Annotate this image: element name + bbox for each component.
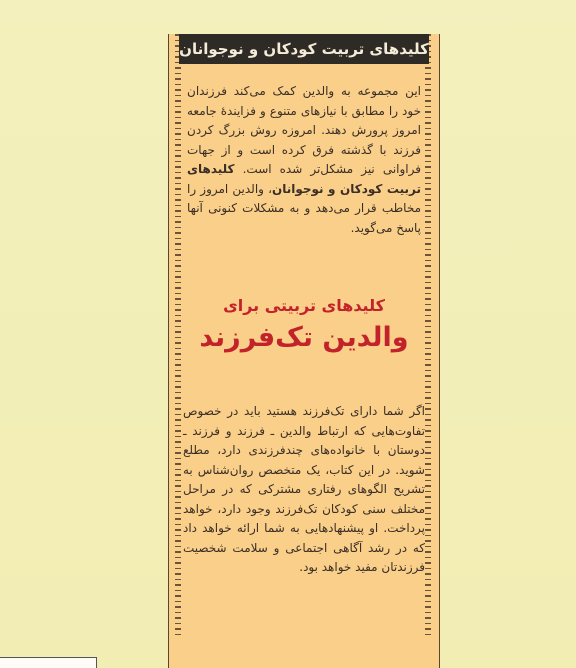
border-tick (175, 78, 181, 80)
border-tick (175, 375, 181, 377)
border-tick (425, 128, 431, 130)
border-tick (425, 238, 431, 240)
border-tick (425, 287, 431, 289)
border-tick (175, 221, 181, 223)
border-tick (175, 590, 181, 592)
border-tick (175, 568, 181, 570)
border-tick (175, 513, 181, 515)
border-tick (425, 166, 431, 168)
border-tick (175, 150, 181, 152)
border-tick (425, 392, 431, 394)
border-tick (175, 227, 181, 229)
border-tick (175, 496, 181, 498)
border-tick (175, 287, 181, 289)
border-tick (425, 491, 431, 493)
border-tick (425, 67, 431, 69)
border-tick (175, 260, 181, 262)
border-tick (425, 628, 431, 630)
border-tick (175, 441, 181, 443)
border-tick (425, 216, 431, 218)
border-tick (175, 100, 181, 102)
border-tick (425, 386, 431, 388)
border-tick (425, 397, 431, 399)
border-tick (425, 557, 431, 559)
border-tick (175, 232, 181, 234)
border-tick (175, 265, 181, 267)
border-tick (425, 106, 431, 108)
border-tick (175, 474, 181, 476)
border-tick (425, 73, 431, 75)
border-tick (425, 546, 431, 548)
intro-text-part2: ، والدین امروز را مخاطب قرار می‌دهد و به مشکلات کنونی آنها پاسخ می‌گوید. (187, 181, 421, 235)
intro-paragraph (187, 82, 421, 238)
border-tick (175, 430, 181, 432)
border-tick (425, 568, 431, 570)
border-tick (175, 612, 181, 614)
border-tick (175, 623, 181, 625)
border-tick (425, 601, 431, 603)
border-tick (425, 436, 431, 438)
border-tick (425, 496, 431, 498)
border-tick (425, 375, 431, 377)
border-tick (425, 155, 431, 157)
series-title: کلیدهای تربیت کودکان و نوجوانان (179, 34, 429, 64)
border-tick (175, 425, 181, 427)
border-tick (425, 78, 431, 80)
border-tick (425, 551, 431, 553)
border-tick (175, 386, 181, 388)
barcode-label-box (0, 657, 97, 668)
border-tick (175, 370, 181, 372)
border-tick (425, 430, 431, 432)
border-tick (425, 540, 431, 542)
border-tick (425, 293, 431, 295)
border-tick (175, 67, 181, 69)
border-tick (425, 469, 431, 471)
border-tick (425, 183, 431, 185)
border-tick (175, 271, 181, 273)
border-tick (175, 529, 181, 531)
border-tick (425, 612, 431, 614)
border-tick (425, 95, 431, 97)
border-tick (425, 89, 431, 91)
border-tick (175, 502, 181, 504)
border-tick (175, 161, 181, 163)
border-tick (425, 452, 431, 454)
border-tick (175, 381, 181, 383)
border-tick (175, 205, 181, 207)
border-tick (175, 144, 181, 146)
border-tick (425, 177, 431, 179)
border-tick (175, 353, 181, 355)
border-tick (425, 194, 431, 196)
border-tick (425, 474, 431, 476)
border-tick (425, 590, 431, 592)
border-tick (175, 249, 181, 251)
border-tick (175, 364, 181, 366)
border-tick (425, 529, 431, 531)
border-tick (425, 425, 431, 427)
border-tick (425, 364, 431, 366)
border-tick (425, 100, 431, 102)
border-tick (425, 634, 431, 636)
border-tick (425, 139, 431, 141)
border-tick (425, 579, 431, 581)
border-tick (175, 524, 181, 526)
border-tick (425, 584, 431, 586)
border-tick (425, 513, 431, 515)
book-subtitle: کلیدهای تربیتی برای (223, 296, 385, 315)
border-tick (175, 183, 181, 185)
border-tick (175, 447, 181, 449)
border-tick (425, 447, 431, 449)
border-tick (175, 139, 181, 141)
intro-series-name: کلیدهای تربیت کودکان و نوجوانان (187, 162, 422, 196)
border-tick (425, 535, 431, 537)
border-tick (425, 122, 431, 124)
border-tick (175, 359, 181, 361)
border-tick (175, 188, 181, 190)
border-tick (425, 117, 431, 119)
border-tick (175, 177, 181, 179)
border-tick (425, 227, 431, 229)
border-tick (175, 172, 181, 174)
border-tick (175, 216, 181, 218)
border-tick (425, 353, 431, 355)
border-tick (425, 507, 431, 509)
border-tick (425, 595, 431, 597)
intro-text-part1: این مجموعه به والدین کمک می‌کند فرزندان خود را مطابق با نیازهای متنوع و فزایندهٔ جامعه امروز پرورش دهند. امروزه روش بزرگ کردن فرزند با گذشته فرق کرده است و از جهات فراوانی نیز مشکل‌تر شده است. (187, 84, 421, 176)
border-tick (175, 419, 181, 421)
border-tick (425, 623, 431, 625)
border-tick (425, 265, 431, 267)
border-tick (425, 172, 431, 174)
border-tick (425, 573, 431, 575)
description-panel (168, 34, 440, 668)
border-tick (425, 84, 431, 86)
border-tick (175, 238, 181, 240)
border-tick (175, 293, 181, 295)
border-tick (175, 166, 181, 168)
border-tick (175, 106, 181, 108)
border-tick (175, 117, 181, 119)
border-tick (175, 408, 181, 410)
border-tick (425, 188, 431, 190)
border-tick (175, 89, 181, 91)
border-tick (425, 221, 431, 223)
border-tick (175, 491, 181, 493)
border-tick (175, 243, 181, 245)
border-tick (425, 502, 431, 504)
border-tick (175, 540, 181, 542)
border-tick (175, 282, 181, 284)
border-tick (175, 95, 181, 97)
border-tick (175, 617, 181, 619)
border-tick (425, 441, 431, 443)
border-tick (425, 463, 431, 465)
border-tick (425, 485, 431, 487)
border-tick (175, 128, 181, 130)
border-tick (425, 249, 431, 251)
border-tick (175, 403, 181, 405)
border-tick (175, 557, 181, 559)
border-tick (425, 243, 431, 245)
body-paragraph: اگر شما دارای تک‌فرزند هستید باید در خصوص تفاوت‌هایی که ارتباط والدین ـ فرزند و فرزند ـ دوستان با خانواده‌های چندفرزندی دارد، مطلع شوید. در این کتاب، یک متخصص روان‌شناس به تشریح الگوهای رفتاری مشترکی که در مراحل مختلف سنی کودکان تک‌فرزند وجود دارد، خواهد پرداخت. او پیشنهادهایی به شما ارائه خواهد داد که در رشد آگاهی اجتماعی و سلامت شخصیت فرزندتان مفید خواهد بود. (183, 404, 425, 574)
border-tick (175, 111, 181, 113)
border-tick (425, 260, 431, 262)
border-tick (175, 485, 181, 487)
border-tick (175, 518, 181, 520)
book-title: والدین تک‌فرزند (199, 322, 409, 353)
border-tick (175, 601, 181, 603)
border-tick (175, 579, 181, 581)
border-tick (175, 606, 181, 608)
border-tick (425, 408, 431, 410)
border-tick (175, 397, 181, 399)
border-tick (175, 562, 181, 564)
border-tick (175, 546, 181, 548)
border-tick (425, 458, 431, 460)
border-tick (425, 111, 431, 113)
border-tick (425, 205, 431, 207)
border-tick (175, 463, 181, 465)
border-tick (425, 419, 431, 421)
border-tick (425, 144, 431, 146)
border-tick (175, 392, 181, 394)
border-tick (175, 199, 181, 201)
border-tick (425, 199, 431, 201)
border-tick (425, 524, 431, 526)
border-tick (175, 84, 181, 86)
border-tick (425, 161, 431, 163)
border-tick (425, 276, 431, 278)
border-tick (425, 414, 431, 416)
border-tick (425, 150, 431, 152)
border-tick (175, 276, 181, 278)
border-tick (425, 271, 431, 273)
border-tick (175, 210, 181, 212)
border-tick (425, 562, 431, 564)
border-tick (175, 458, 181, 460)
border-tick (175, 194, 181, 196)
border-tick (175, 480, 181, 482)
border-tick (175, 535, 181, 537)
border-tick (425, 359, 431, 361)
border-tick (425, 254, 431, 256)
border-tick (175, 436, 181, 438)
border-tick (175, 628, 181, 630)
border-tick (425, 210, 431, 212)
border-tick (425, 403, 431, 405)
border-tick (175, 122, 181, 124)
border-tick (175, 551, 181, 553)
border-tick (425, 617, 431, 619)
border-tick (425, 232, 431, 234)
border-tick (175, 469, 181, 471)
border-tick (175, 133, 181, 135)
border-tick (425, 370, 431, 372)
border-tick (175, 254, 181, 256)
border-tick (175, 634, 181, 636)
border-tick (425, 381, 431, 383)
border-tick (425, 133, 431, 135)
border-tick (175, 73, 181, 75)
border-tick (175, 414, 181, 416)
border-tick (175, 573, 181, 575)
border-tick (425, 606, 431, 608)
border-tick (175, 595, 181, 597)
border-tick (175, 584, 181, 586)
border-tick (425, 480, 431, 482)
border-tick (175, 452, 181, 454)
border-tick (175, 507, 181, 509)
border-tick (425, 518, 431, 520)
border-tick (175, 155, 181, 157)
border-tick (425, 282, 431, 284)
